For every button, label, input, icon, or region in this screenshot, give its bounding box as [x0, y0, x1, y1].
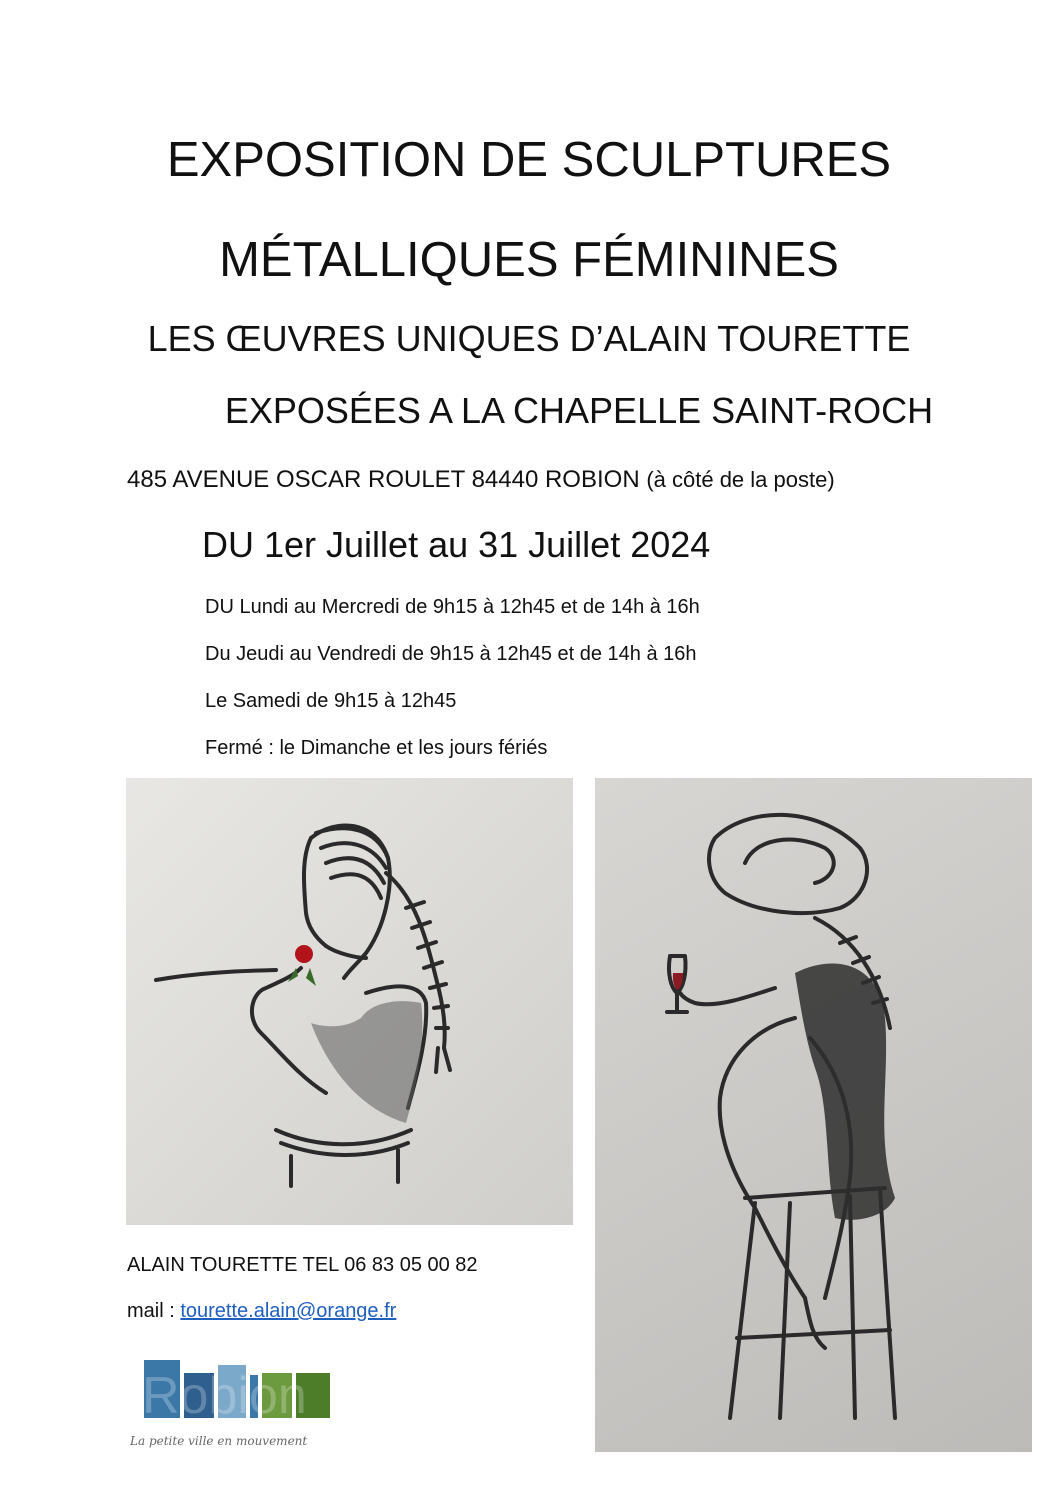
logo-text: Robion: [142, 1367, 307, 1425]
email-link[interactable]: tourette.alain@orange.fr: [180, 1300, 397, 1322]
contact-phone: ALAIN TOURETTE TEL 06 83 05 00 82: [127, 1254, 478, 1276]
address: [127, 466, 835, 494]
title-line-1: EXPOSITION DE SCULPTURES: [166, 133, 892, 187]
sculpture-rose-illustration: [126, 778, 573, 1225]
hours-line: DU Lundi au Mercredi de 9h15 à 12h45 et de 14h à 16h: [205, 596, 700, 618]
address-main: 485 AVENUE OSCAR ROULET 84440 ROBION: [127, 466, 640, 493]
hours-line: Du Jeudi au Vendredi de 9h15 à 12h45 et de 14h à 16h: [205, 643, 697, 665]
title-line-2: MÉTALLIQUES FÉMININES: [219, 233, 839, 287]
robion-logo-graphic: [126, 1355, 336, 1455]
subtitle-artist: LES ŒUVRES UNIQUES D’ALAIN TOURETTE: [147, 318, 911, 359]
contact-mail: [127, 1300, 396, 1323]
photo-sculpture-wine: [595, 778, 1032, 1452]
mail-label: mail :: [127, 1300, 181, 1322]
robion-logo: [126, 1355, 336, 1455]
photo-sculpture-rose: [126, 778, 573, 1225]
sculpture-wine-illustration: [595, 778, 1032, 1452]
hours-line: Fermé : le Dimanche et les jours fériés: [205, 737, 548, 759]
logo-tagline: La petite ville en mouvement: [130, 1434, 308, 1448]
exhibition-dates: DU 1er Juillet au 31 Juillet 2024: [202, 524, 711, 565]
subtitle-venue: EXPOSÉES A LA CHAPELLE SAINT-ROCH: [224, 390, 934, 431]
address-note: (à côté de la poste): [646, 467, 835, 492]
hours-line: Le Samedi de 9h15 à 12h45: [205, 690, 457, 712]
